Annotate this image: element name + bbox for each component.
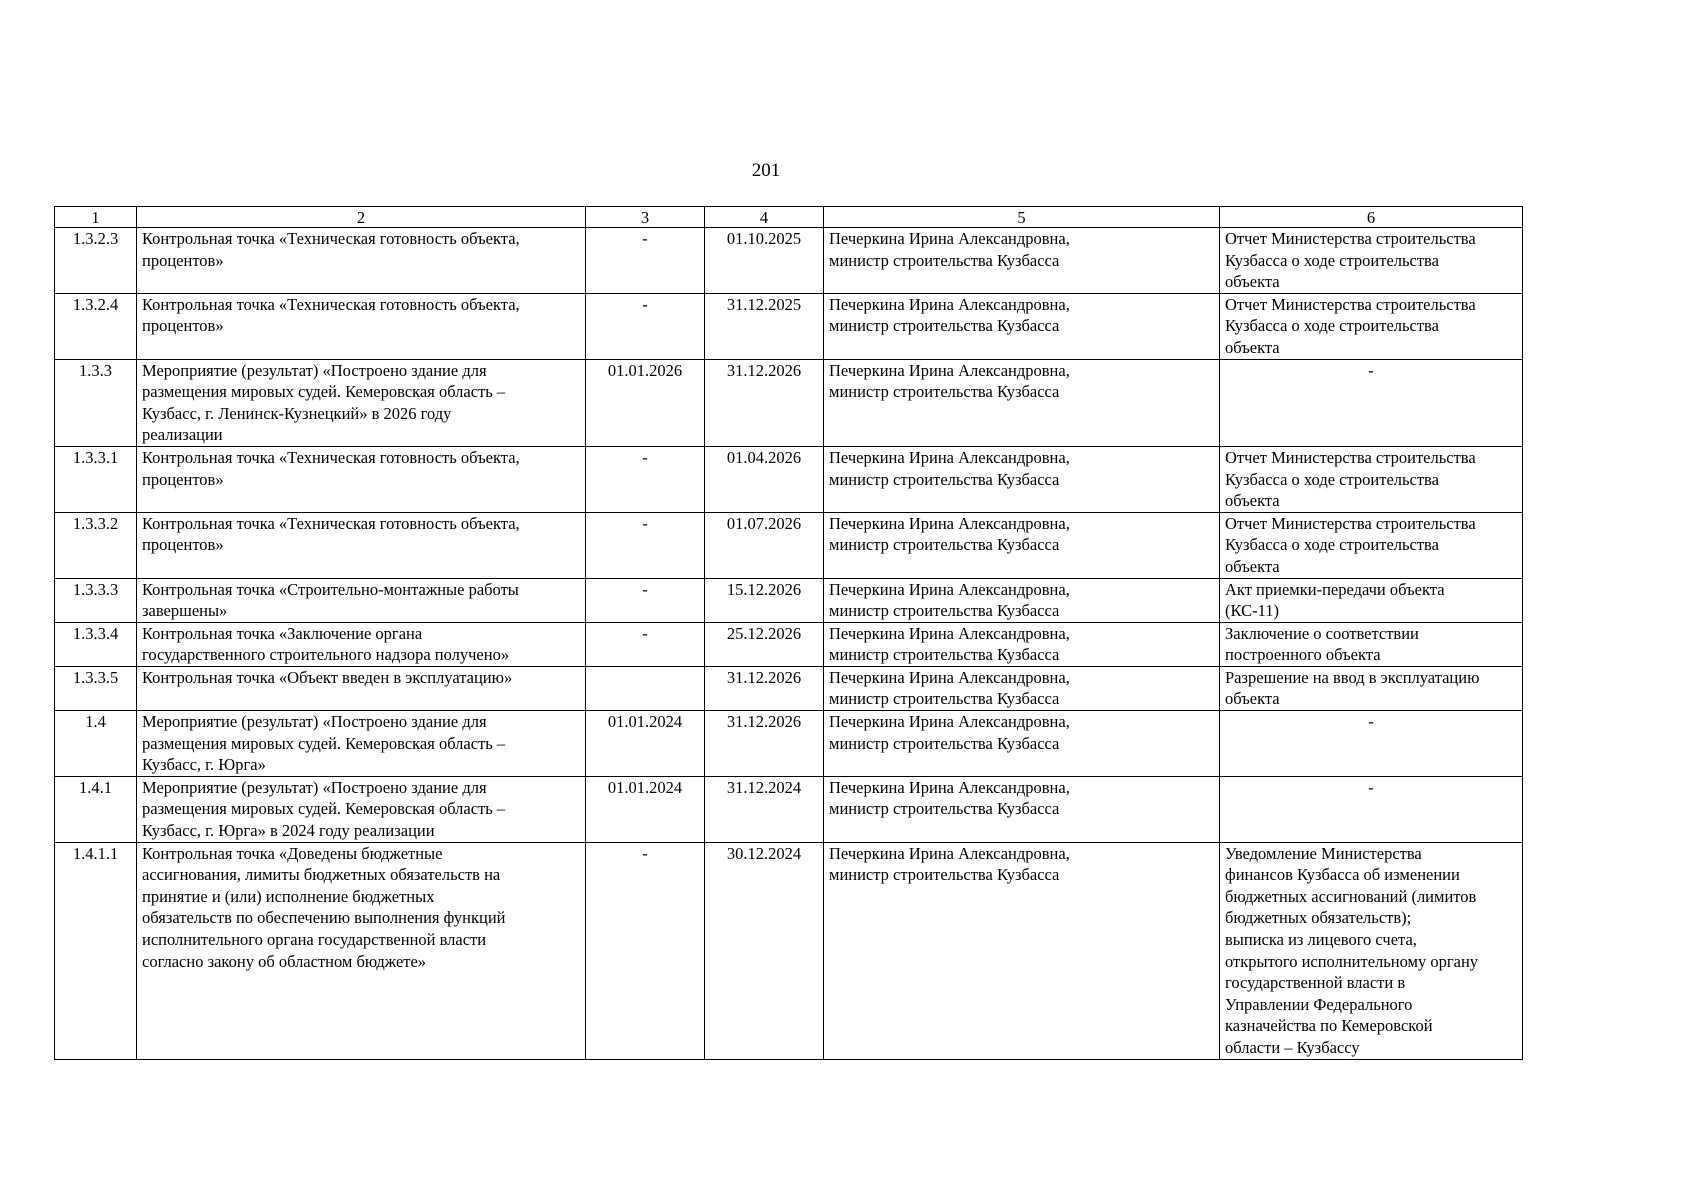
row-number: 1.3.3 (55, 359, 137, 446)
plan-table (54, 206, 1523, 1060)
row-document: Уведомление Министерства финансов Кузбасса об изменении бюджетных ассигнований (лимитов бюджетных обязательств); выписка из лицевого счета, открытого исполнительному органу государственной власти в Управлении Федерального казначейства по Кемеровской области – Кузбассу (1220, 842, 1523, 1059)
row-end-date: 01.07.2026 (705, 512, 824, 578)
row-number: 1.3.3.3 (55, 578, 137, 622)
table-row (55, 622, 1523, 666)
row-end-date: 31.12.2026 (705, 711, 824, 777)
row-start-date: - (586, 228, 705, 294)
row-name: Контрольная точка «Строительно-монтажные работы завершены» (137, 578, 586, 622)
row-number: 1.3.3.2 (55, 512, 137, 578)
row-responsible: Печеркина Ирина Александровна, министр строительства Кузбасса (824, 359, 1220, 446)
row-name: Контрольная точка «Заключение органа государственного строительного надзора получено» (137, 622, 586, 666)
row-name: Контрольная точка «Объект введен в эксплуатацию» (137, 666, 586, 710)
table-row (55, 578, 1523, 622)
row-responsible: Печеркина Ирина Александровна, министр строительства Кузбасса (824, 228, 1220, 294)
row-start-date: - (586, 578, 705, 622)
row-responsible: Печеркина Ирина Александровна, министр строительства Кузбасса (824, 842, 1220, 1059)
row-start-date: - (586, 293, 705, 359)
column-number-5: 5 (824, 207, 1220, 228)
row-start-date: - (586, 622, 705, 666)
row-name: Мероприятие (результат) «Построено здание для размещения мировых судей. Кемеровская область – Кузбасс, г. Юрга» (137, 711, 586, 777)
row-number: 1.3.2.4 (55, 293, 137, 359)
row-document: - (1220, 711, 1523, 777)
row-responsible: Печеркина Ирина Александровна, министр строительства Кузбасса (824, 622, 1220, 666)
table-row (55, 359, 1523, 446)
row-end-date: 30.12.2024 (705, 842, 824, 1059)
row-number: 1.3.2.3 (55, 228, 137, 294)
row-responsible: Печеркина Ирина Александровна, министр строительства Кузбасса (824, 446, 1220, 512)
row-document: Разрешение на ввод в эксплуатацию объекта (1220, 666, 1523, 710)
row-document: Заключение о соответствии построенного объекта (1220, 622, 1523, 666)
row-responsible: Печеркина Ирина Александровна, министр строительства Кузбасса (824, 578, 1220, 622)
column-number-3: 3 (586, 207, 705, 228)
row-responsible: Печеркина Ирина Александровна, министр строительства Кузбасса (824, 293, 1220, 359)
row-end-date: 01.04.2026 (705, 446, 824, 512)
table-row (55, 512, 1523, 578)
row-name: Мероприятие (результат) «Построено здание для размещения мировых судей. Кемеровская область – Кузбасс, г. Юрга» в 2024 году реализации (137, 776, 586, 842)
row-document: Отчет Министерства строительства Кузбасса о ходе строительства объекта (1220, 512, 1523, 578)
page-number: 201 (751, 160, 781, 181)
row-end-date: 25.12.2026 (705, 622, 824, 666)
row-start-date: - (586, 446, 705, 512)
row-document: Акт приемки-передачи объекта (КС-11) (1220, 578, 1523, 622)
row-responsible: Печеркина Ирина Александровна, министр строительства Кузбасса (824, 512, 1220, 578)
row-number: 1.4.1.1 (55, 842, 137, 1059)
row-name: Контрольная точка «Доведены бюджетные ассигнования, лимиты бюджетных обязательств на принятие и (или) исполнение бюджетных обязательств по обеспечению выполнения функций исполнительного органа государственной власти согласно закону об областном бюджете» (137, 842, 586, 1059)
row-start-date: - (586, 842, 705, 1059)
row-number: 1.3.3.4 (55, 622, 137, 666)
row-number: 1.3.3.1 (55, 446, 137, 512)
row-end-date: 01.10.2025 (705, 228, 824, 294)
row-number: 1.4 (55, 711, 137, 777)
row-name: Контрольная точка «Техническая готовность объекта, процентов» (137, 512, 586, 578)
row-document: - (1220, 359, 1523, 446)
row-document: Отчет Министерства строительства Кузбасса о ходе строительства объекта (1220, 293, 1523, 359)
column-number-1: 1 (55, 207, 137, 228)
row-name: Контрольная точка «Техническая готовность объекта, процентов» (137, 228, 586, 294)
row-document: Отчет Министерства строительства Кузбасса о ходе строительства объекта (1220, 446, 1523, 512)
row-end-date: 31.12.2026 (705, 359, 824, 446)
table-row (55, 666, 1523, 710)
row-end-date: 31.12.2026 (705, 666, 824, 710)
row-end-date: 31.12.2025 (705, 293, 824, 359)
table-row (55, 293, 1523, 359)
row-responsible: Печеркина Ирина Александровна, министр строительства Кузбасса (824, 776, 1220, 842)
row-responsible: Печеркина Ирина Александровна, министр строительства Кузбасса (824, 666, 1220, 710)
row-name: Мероприятие (результат) «Построено здание для размещения мировых судей. Кемеровская область – Кузбасс, г. Ленинск-Кузнецкий» в 2026 году реализации (137, 359, 586, 446)
row-name: Контрольная точка «Техническая готовность объекта, процентов» (137, 293, 586, 359)
row-start-date (586, 666, 705, 710)
row-number: 1.3.3.5 (55, 666, 137, 710)
table-row (55, 446, 1523, 512)
table-row (55, 228, 1523, 294)
row-document: - (1220, 776, 1523, 842)
table-row (55, 842, 1523, 1059)
row-start-date: - (586, 512, 705, 578)
row-name: Контрольная точка «Техническая готовность объекта, процентов» (137, 446, 586, 512)
table-row (55, 776, 1523, 842)
row-end-date: 15.12.2026 (705, 578, 824, 622)
column-number-6: 6 (1220, 207, 1523, 228)
row-start-date: 01.01.2024 (586, 711, 705, 777)
column-number-2: 2 (137, 207, 586, 228)
column-number-row (55, 207, 1523, 228)
row-number: 1.4.1 (55, 776, 137, 842)
row-end-date: 31.12.2024 (705, 776, 824, 842)
table-row (55, 711, 1523, 777)
row-start-date: 01.01.2026 (586, 359, 705, 446)
row-responsible: Печеркина Ирина Александровна, министр строительства Кузбасса (824, 711, 1220, 777)
column-number-4: 4 (705, 207, 824, 228)
row-document: Отчет Министерства строительства Кузбасса о ходе строительства объекта (1220, 228, 1523, 294)
row-start-date: 01.01.2024 (586, 776, 705, 842)
